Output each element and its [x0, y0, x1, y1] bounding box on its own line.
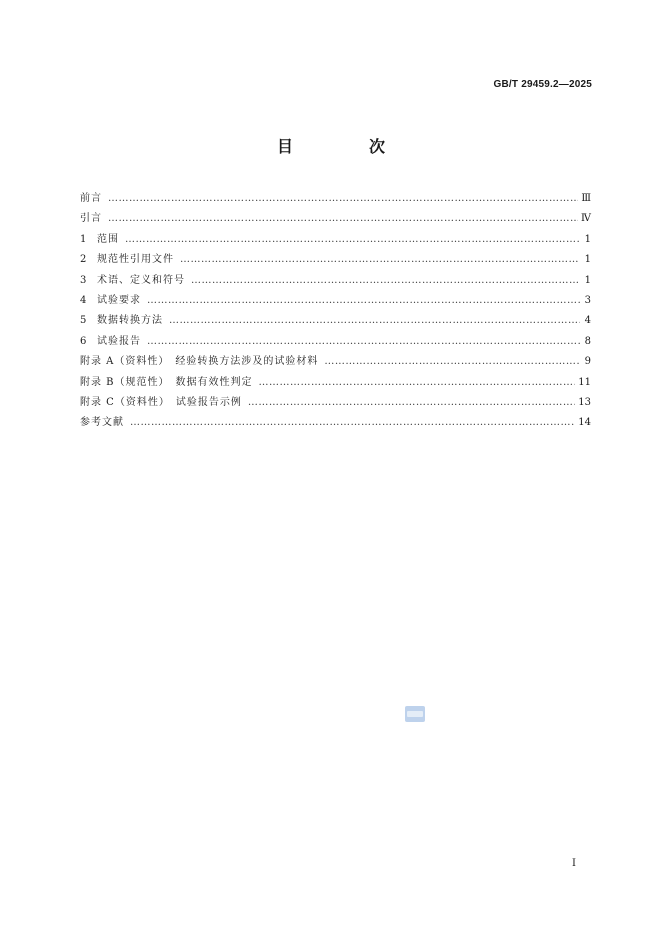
toc-entry-page: 11: [578, 376, 591, 388]
toc-entry-label: 范围: [97, 233, 119, 245]
page-number: I: [572, 858, 576, 869]
page-title: 目 次: [276, 137, 415, 156]
toc-dot-leader: [147, 332, 580, 352]
toc-dot-leader: [125, 230, 580, 250]
toc-entry-page: 14: [578, 417, 591, 429]
toc-entry-page: 9: [584, 356, 591, 368]
toc-dot-leader: [248, 393, 575, 413]
toc-entry-page: 4: [584, 315, 591, 327]
toc-entry-label: 规范性引用文件: [97, 254, 174, 266]
toc-entry[interactable]: [80, 189, 591, 209]
toc-entry-number: 6: [80, 335, 87, 347]
toc-entry[interactable]: [80, 271, 591, 291]
toc-entry-label: 数据转换方法: [97, 315, 163, 327]
toc-entry[interactable]: [80, 413, 591, 433]
toc-entry-label: 术语、定义和符号: [97, 274, 185, 286]
toc-entry-page: 8: [584, 335, 591, 347]
toc-entry-page: 1: [584, 233, 591, 245]
toc-dot-leader: [169, 311, 580, 331]
toc-entry-page: 13: [578, 396, 591, 408]
toc-entry-label: 参考文献: [80, 417, 124, 429]
toc-entry-number: 5: [80, 315, 87, 327]
toc-dot-leader: [108, 189, 578, 209]
toc-entry-page: 1: [584, 274, 591, 286]
toc-entry-label: 前言: [80, 193, 102, 204]
table-of-contents: [80, 189, 591, 434]
toc-entry[interactable]: [80, 291, 591, 311]
watermark-logo-icon: [405, 706, 425, 722]
toc-dot-leader: [191, 271, 580, 291]
toc-entry[interactable]: [80, 393, 591, 413]
toc-entry-label: 附录 B（规范性） 数据有效性判定: [80, 376, 253, 388]
toc-entry[interactable]: [80, 373, 591, 393]
toc-entry-number: 1: [80, 233, 87, 245]
standard-number: GB/T 29459.2—2025: [493, 79, 592, 90]
toc-dot-leader: [147, 291, 580, 311]
toc-entry[interactable]: [80, 209, 591, 229]
toc-dot-leader: [259, 373, 576, 393]
toc-entry[interactable]: [80, 230, 591, 250]
toc-entry[interactable]: [80, 352, 591, 372]
toc-entry[interactable]: [80, 311, 591, 331]
toc-entry-label: 试验要求: [97, 294, 141, 306]
toc-dot-leader: [180, 250, 580, 270]
toc-entry-label: 引言: [80, 213, 102, 225]
toc-entry[interactable]: [80, 332, 591, 352]
toc-entry-page: 1: [584, 254, 591, 266]
toc-entry-page: Ⅳ: [581, 213, 591, 225]
toc-entry-number: 3: [80, 274, 87, 286]
toc-dot-leader: [130, 413, 575, 433]
toc-entry-label: 试验报告: [97, 335, 141, 347]
toc-entry-label: 附录 A（资料性） 经验转换方法涉及的试验材料: [80, 356, 319, 368]
toc-dot-leader: [108, 209, 578, 229]
toc-dot-leader: [324, 352, 580, 372]
toc-entry-label: 附录 C（资料性） 试验报告示例: [80, 396, 242, 408]
toc-entry-number: 4: [80, 294, 87, 306]
toc-entry-page: 3: [584, 294, 591, 306]
toc-entry-number: 2: [80, 254, 87, 266]
toc-entry-page: Ⅲ: [581, 193, 591, 204]
toc-entry[interactable]: [80, 250, 591, 270]
